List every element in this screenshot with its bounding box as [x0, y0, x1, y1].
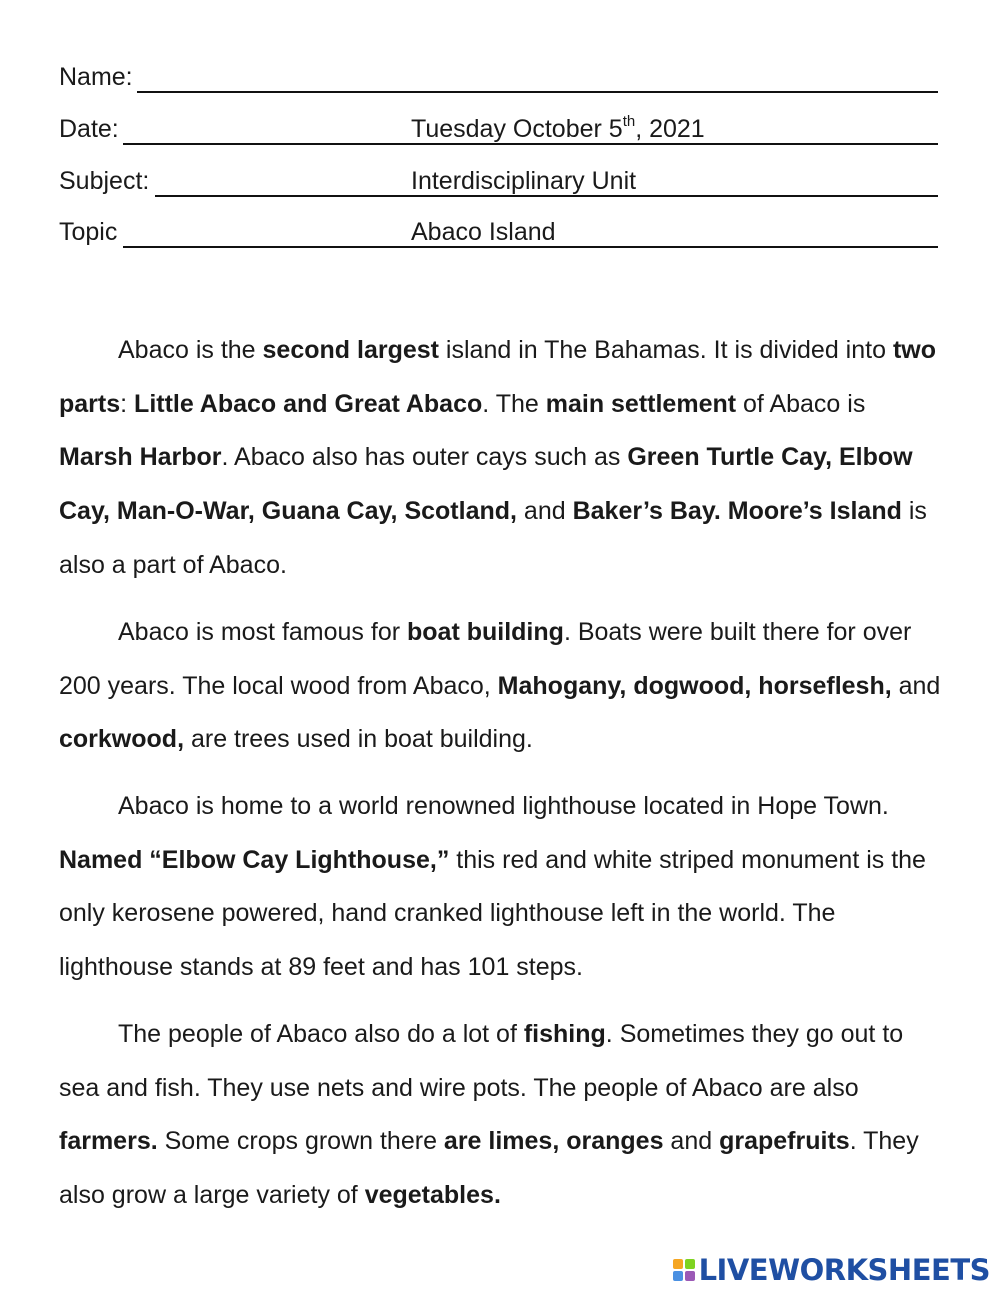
logo-square: [685, 1259, 695, 1269]
text-run: Some crops grown there: [157, 1127, 444, 1156]
bold-text-run: farmers.: [59, 1127, 158, 1156]
topic-line: [123, 246, 938, 248]
bold-text-run: Mahogany, dogwood, horseflesh,: [497, 671, 892, 700]
text-run: . They also grow a large variety of: [59, 1127, 919, 1210]
bold-text-run: are limes, oranges: [443, 1127, 664, 1156]
bold-text-run: boat building: [407, 618, 564, 646]
logo-square: [673, 1271, 683, 1281]
paragraph-geography: [59, 324, 944, 593]
text-run: of Abaco is: [736, 389, 866, 418]
topic-label: Topic: [59, 218, 118, 246]
date-value: Tuesday October 5th, 2021: [411, 112, 705, 143]
text-run: and: [516, 497, 573, 526]
date-line: [123, 143, 938, 145]
text-run: Abaco is the: [118, 336, 263, 364]
bold-text-run: main settlement: [545, 389, 737, 418]
name-label: Name:: [59, 63, 133, 91]
subject-field[interactable]: [59, 165, 938, 197]
date-label: Date:: [59, 115, 119, 143]
logo-square: [673, 1259, 683, 1269]
text-run: are trees used in boat building.: [184, 725, 533, 754]
bold-text-run: Little Abaco and Great Abaco: [134, 389, 483, 418]
text-run: this red and white striped monument is the only kerosene powered, hand cranked lighthouse left in the world. The lighthouse stands at 89 feet and has 101 steps.: [59, 845, 926, 982]
paragraph-lighthouse: [59, 780, 944, 995]
bold-text-run: fishing: [523, 1020, 606, 1048]
brand-text: LIVEWORKSHEETS: [698, 1253, 990, 1287]
topic-value: Abaco Island: [411, 218, 556, 246]
text-run: Abaco is most famous for: [118, 618, 408, 646]
bold-text-run: two parts: [59, 336, 936, 418]
bold-text-run: Baker’s Bay. Moore’s Island: [572, 497, 902, 526]
text-run: Abaco is home to a world renowned lighthouse located in Hope Town.: [118, 792, 889, 820]
text-run: and: [663, 1127, 720, 1156]
text-run: . Sometimes they go out to sea and fish. They use nets and wire pots. The people of Abaco are also: [59, 1020, 904, 1102]
bold-text-run: Marsh Harbor: [59, 443, 222, 472]
subject-value: Interdisciplinary Unit: [411, 167, 637, 195]
bold-text-run: grapefruits: [719, 1127, 850, 1156]
bold-text-run: Named “Elbow Cay Lighthouse,”: [59, 845, 450, 874]
text-run: . Abaco also has outer cays such as: [221, 443, 628, 472]
text-run: is also a part of Abaco.: [59, 497, 927, 579]
date-field[interactable]: [59, 113, 938, 145]
text-run: and: [891, 671, 941, 700]
logo-square: [685, 1271, 695, 1281]
text-run: The people of Abaco also do a lot of: [118, 1020, 524, 1048]
bold-text-run: Green Turtle Cay, Elbow Cay, Man-O-War, Guana Cay, Scotland,: [59, 443, 913, 526]
name-line: [137, 91, 938, 93]
topic-field[interactable]: [59, 216, 938, 248]
text-run: :: [120, 389, 135, 418]
subject-line: [155, 195, 938, 197]
bold-text-run: corkwood,: [59, 725, 185, 754]
subject-label: Subject:: [59, 167, 150, 195]
name-field[interactable]: [59, 61, 938, 93]
paragraph-fishing-farming: [59, 1008, 944, 1223]
text-run: . Boats were built there for over 200 years. The local wood from Abaco,: [59, 618, 912, 700]
text-run: . The: [482, 389, 546, 418]
liveworksheets-logo-icon: [673, 1259, 695, 1281]
liveworksheets-brand: [673, 1253, 990, 1287]
text-run: island in The Bahamas. It is divided into: [438, 336, 893, 364]
bold-text-run: second largest: [262, 336, 439, 364]
bold-text-run: vegetables.: [364, 1181, 501, 1210]
paragraph-boat-building: [59, 606, 944, 767]
